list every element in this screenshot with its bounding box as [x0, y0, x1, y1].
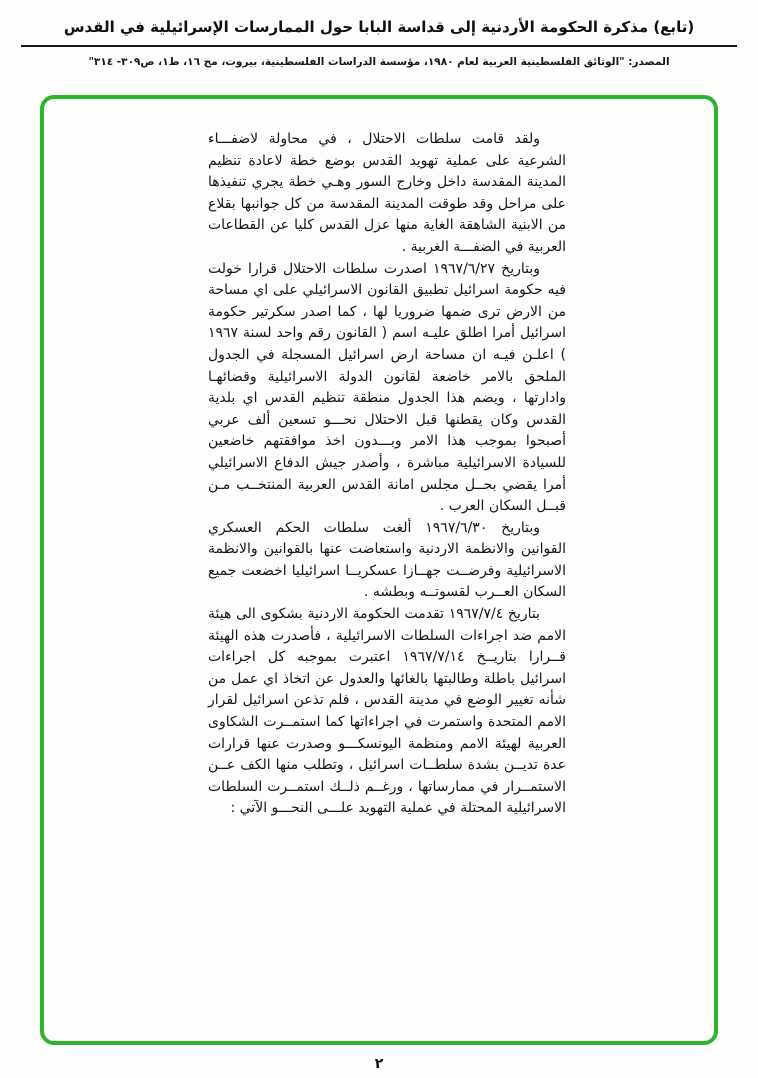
paragraph-4: بتاريخ ١٩٦٧/٧/٤ تقدمت الحكومة الاردنية بشكوى الى هيئة الامم ضد اجراءات السلطات الاسرائيلية ، فأصدرت هذه الهيئة قــرارا بتاريــخ ١٩٦٧/٧/١٤ اعتبرت بموجبه كل اجراءات اسرائيل باطلة وطالبتها بالغائها والعدول عن اتخاذ اي عمل من شأنه تغيير الوضع في مدينة القدس ، فلم تذعن اسرائيل لقرار الامم المتحدة واستمرت في اجراءاتها كما استمــرت الشكاوى العربية لهيئة الامم ومنظمة اليونسكـــو وصدرت عنها قرارات عدة تديــن بشدة سلطــات اسرائيل ، وتطلب منها الكف عــن الاستمــرار في ممارساتها ، ورغــم ذلــك استمــرت السلطات الاسرائيلية المحتلة في عملية التهويد علـــى النحـــو الآتي :	[208, 606, 566, 817]
page-number: ٢	[374, 1056, 384, 1072]
body-text	[208, 129, 566, 820]
header-divider	[21, 45, 737, 47]
paragraph-3: وبتاريخ ١٩٦٧/٦/٣٠ ألغت سلطات الحكم العسكري القوانين والانظمة الاردنية واستعاضت عنها بالقوانين والانظمة الاسرائيلية وفرضــت جهــازا عسكريــا اسرائيليا اخضعت جميع السكان العــرب لقسوتــه وبطشه .	[208, 519, 566, 601]
paragraph-2: وبتاريخ ١٩٦٧/٦/٢٧ اصدرت سلطات الاحتلال قرارا خولت فيه حكومة اسرائيل تطبيق القانون الاسرائيلي على اي مساحة من الارض ترى ضمها ضروريا لها ، كما اصدر سكرتير حكومة اسرائيل أمرا اطلق عليـه اسم ( القانون رقم واحد لسنة ١٩٦٧ ) اعلـن فيـه ان مساحة ارض اسرائيل المسجلة في الجدول الملحق بالامر خاضعة لقانون الدولة الاسرائيلية وقضائهـا وادارتها ، ويضم هذا الجدول منطقة تنظيم القدس اي بلدية القدس وكان يقطنها قبل الاحتلال نحـــو تسعين ألف عربي أصبحوا بموجب هذا الامر وبـــدون اخذ موافقتهم خاضعين للسيادة الاسرائيلية مباشرة ، وأصدر جيش الدفاع الاسرائيلي أمرا يقضي بحــل مجلس امانة القدس العربية المنتخــب مـن قبــل السكان العرب .	[208, 260, 566, 515]
content-frame	[40, 95, 718, 1045]
source-citation: المصدر: "الوثائق الفلسطينية العربية لعام ١٩٨٠، مؤسسة الدراسات الفلسطينية، بيروت، مج ١٦، ط١، ص٣٠٩- ٣١٤"	[88, 56, 670, 68]
document-title: (تابع) مذكرة الحكومة الأردنية إلى قداسة البابا حول الممارسات الإسرائيلية في القدس	[63, 18, 695, 36]
paragraph-1: ولقد قامت سلطات الاحتلال ، في محاولة لاضفـــاء الشرعية على عملية تهويد القدس بوضع خطة لاعادة تنظيم المدينة المقدسة داخل وخارج السور وهـي خطة يجري تنفيذها على مراحل وقد طوقت المدينة المقدسة من كل جوانبها بقلاع من الابنية الشاهقة الغاية منها عزل القدس كليا عن القطاعات العربية في الضفـــة الغربية .	[208, 131, 566, 255]
page-header	[0, 0, 758, 68]
